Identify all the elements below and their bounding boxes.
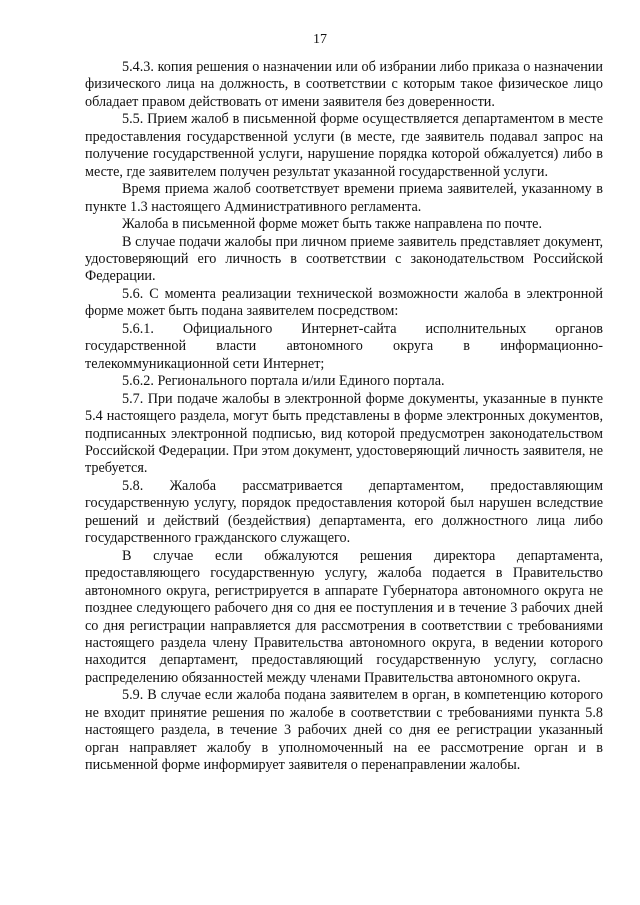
paragraph-by-mail: Жалоба в письменной форме может быть также направлена по почте.: [122, 216, 543, 233]
paragraph-5-5: 5.5. Прием жалоб в письменной форме осуществляется департаментом в месте предоставления государственной услуги (в месте, где заявитель подавал запрос на получение государственной услуги, нарушение порядка которой обжалуется) либо в месте, где заявителем получен результат указанной государственной услуги.: [85, 111, 603, 180]
paragraph-5-6-1: 5.6.1. Официального Интернет-сайта исполнительных органов государственной власти автономного округа в информационно-телекоммуникационной сети Интернет;: [85, 320, 603, 372]
paragraph-reception-time: Время приема жалоб соответствует времени приема заявителей, указанному в пункте 1.3 настоящего Административного регламента.: [85, 181, 603, 215]
paragraph-5-8: 5.8. Жалоба рассматривается департаментом, предоставляющим государственную услугу, порядок предоставления которой был нарушен вследствие решений и действий (бездействия) департамента, его должностного лица либо государственного гражданского служащего.: [85, 477, 603, 547]
paragraph-5-6: 5.6. С момента реализации технической возможности жалоба в электронной форме может быть подана заявителем посредством:: [85, 285, 603, 320]
paragraph-5-6-2: 5.6.2. Регионального портала и/или Единого портала.: [122, 373, 445, 390]
document-body: [85, 59, 603, 775]
paragraph-personal-reception: В случае подачи жалобы при личном приеме заявитель представляет документ, удостоверяющий его личность в соответствии с законодательством Российской Федерации.: [85, 233, 603, 285]
paragraph-director-complaint: В случае если обжалуются решения директора департамента, предоставляющего государственную услугу, жалоба подается в Правительство автономного округа, регистрируется в аппарате Губернатора автономного округа не позднее следующего рабочего дня со дня ее поступления и в течение 3 рабочих дней со дня регистрации направляется для рассмотрения в соответствии с требованиями настоящего раздела члену Правительства автономного округа, в ведении которого находится департамент, предоставляющий государственную услугу, согласно распределению обязанностей между членами Правительства автономного округа.: [85, 547, 603, 686]
paragraph-5-9: 5.9. В случае если жалоба подана заявителем в орган, в компетенцию которого не входит принятие решения по жалобе в соответствии с требованиями пункта 5.8 настоящего раздела, в течение 3 рабочих дней со дня ее регистрации указанный орган направляет жалобу в уполномоченный на ее рассмотрение орган и в письменной форме информирует заявителя о перенаправлении жалобы.: [85, 687, 603, 774]
page-number: 17: [313, 32, 327, 47]
paragraph-5-7: 5.7. При подаче жалобы в электронной форме документы, указанные в пункте 5.4 настоящего раздела, могут быть представлены в форме электронных документов, подписанных электронной подписью, вид которой предусмотрен законодательством Российской Федерации. При этом документ, удостоверяющий личность заявителя, не требуется.: [85, 390, 603, 477]
paragraph-5-4-3: 5.4.3. копия решения о назначении или об избрании либо приказа о назначении физического лица на должность, в соответствии с которым такое физическое лицо обладает правом действовать от имени заявителя без доверенности.: [85, 59, 603, 110]
